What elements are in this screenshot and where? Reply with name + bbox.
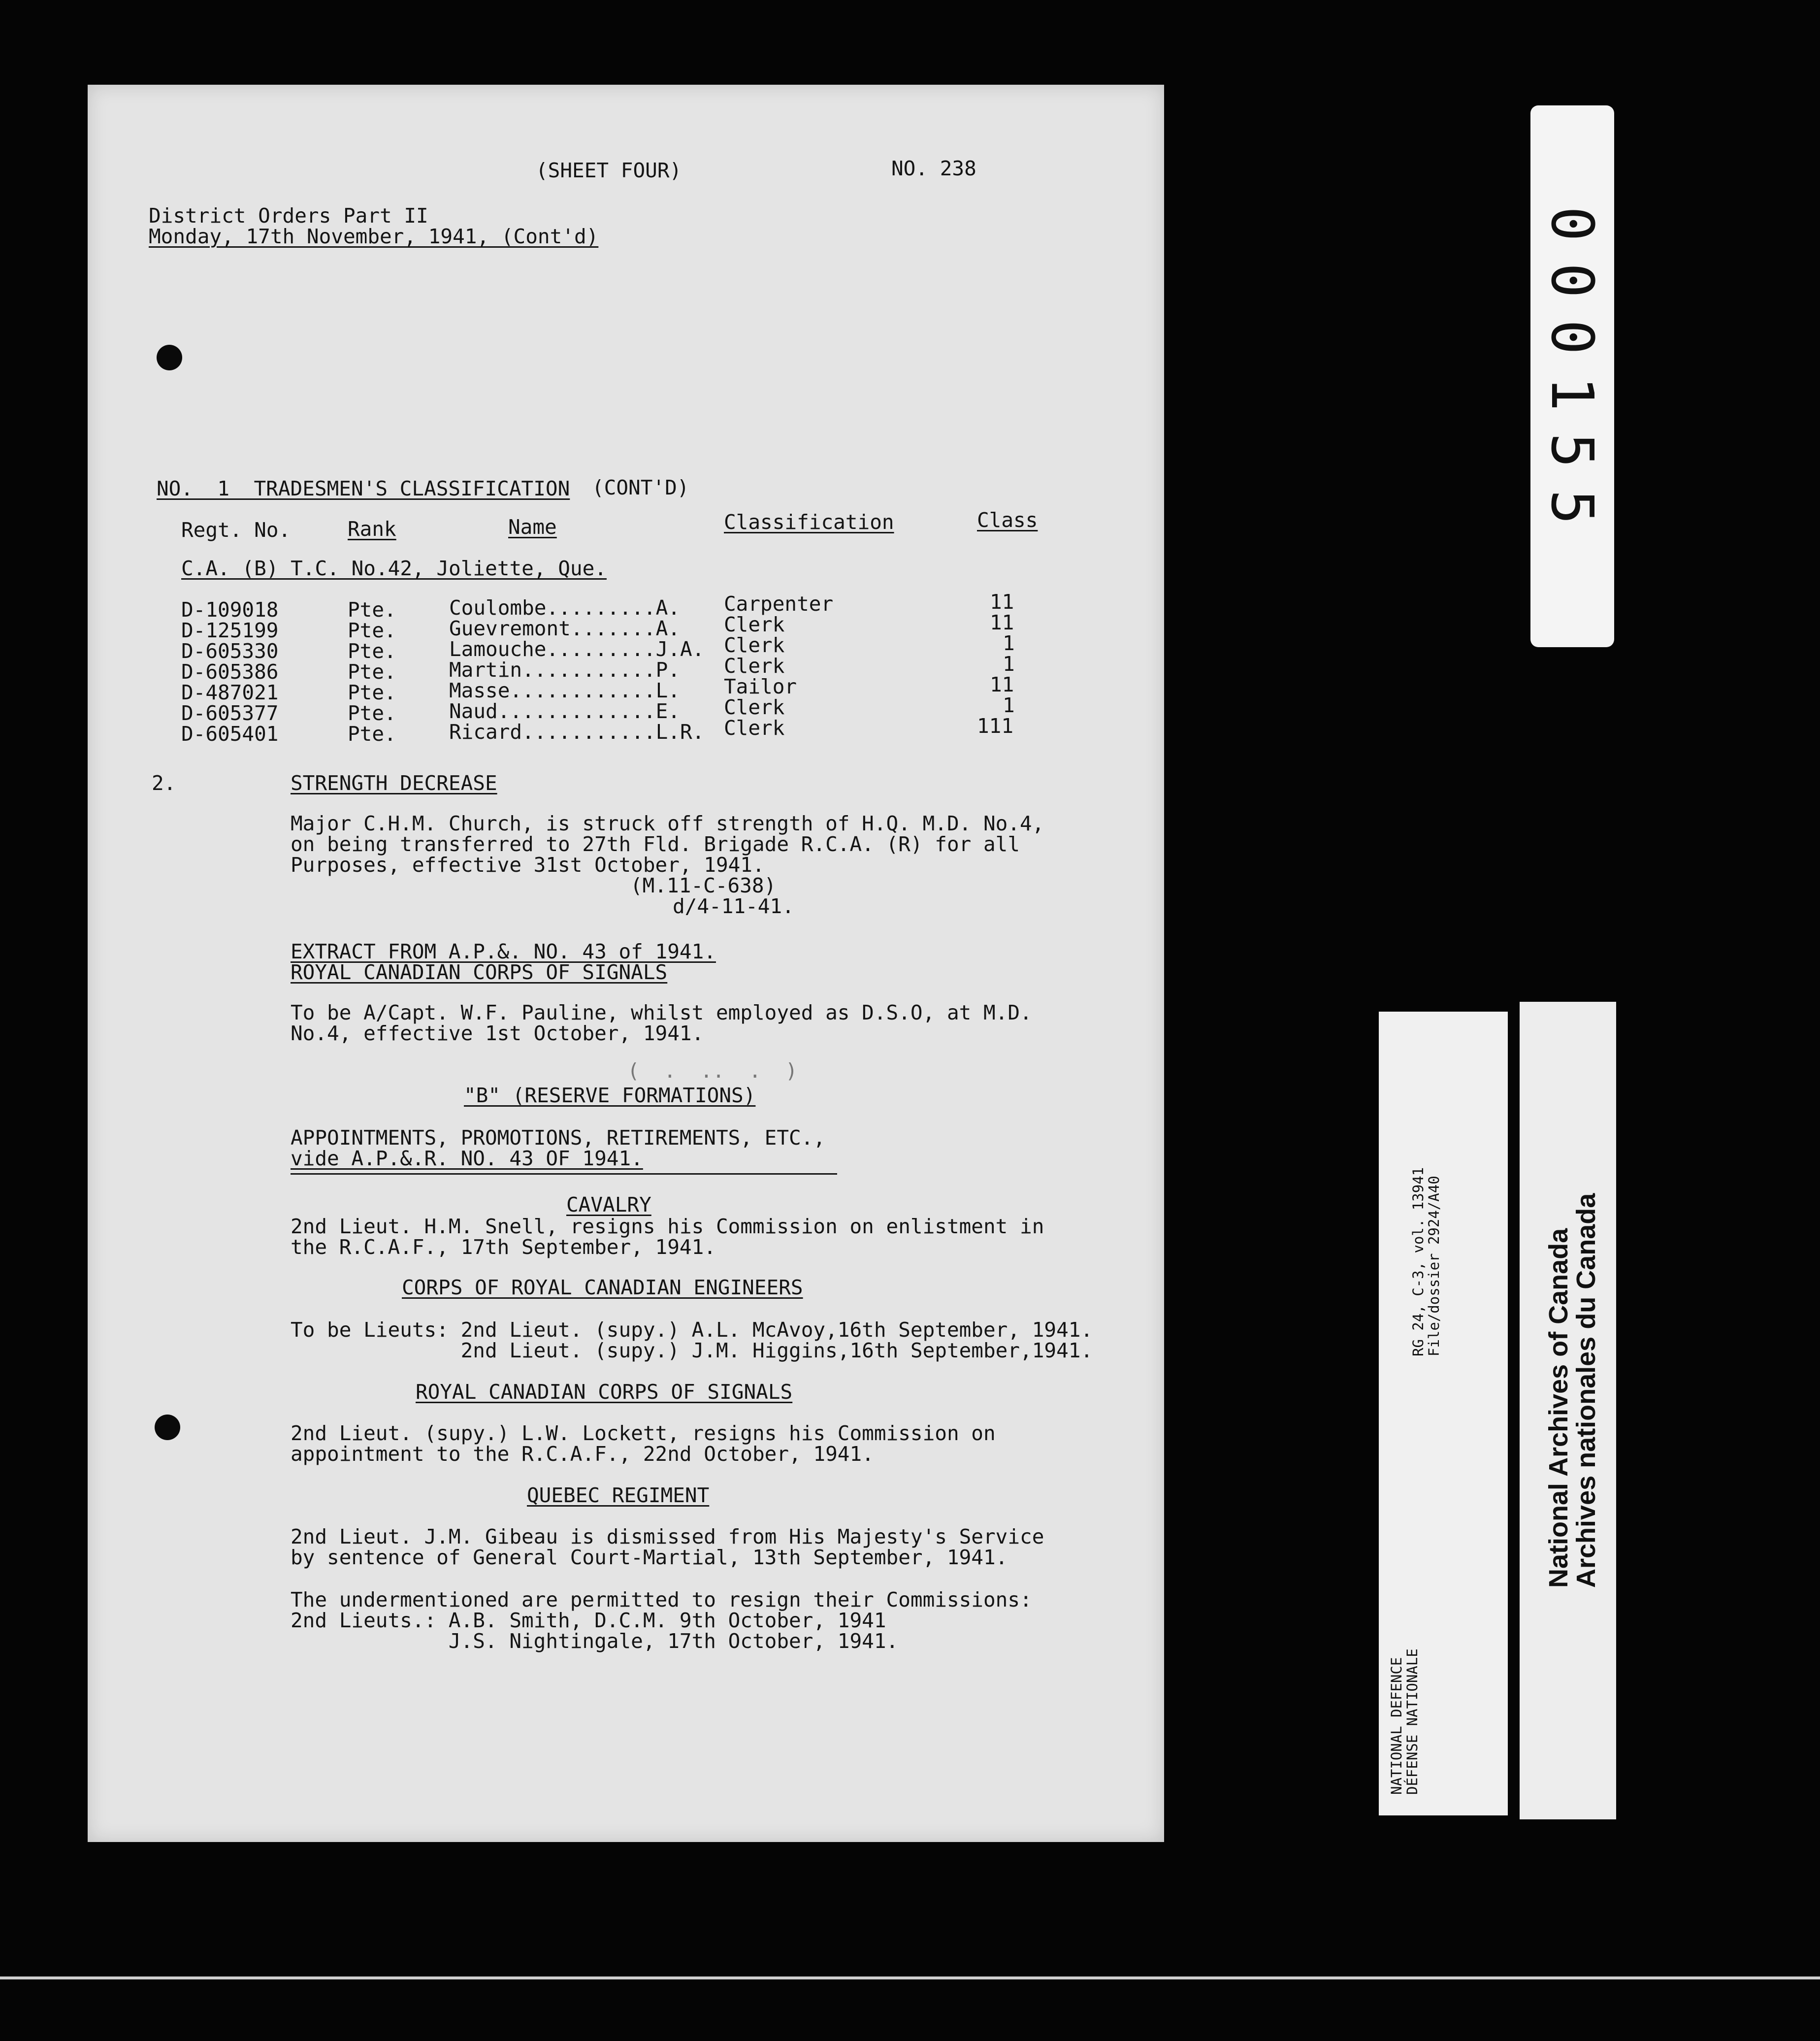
signals-line-2: appointment to the R.C.A.F., 22nd October, 1941. [291, 1442, 874, 1466]
order-title: District Orders Part II [149, 204, 428, 228]
quebec-line-4: 2nd Lieuts.: A.B. Smith, D.C.M. 9th October, 1941 [291, 1609, 886, 1632]
strength-ref-2: d/4-11-41. [673, 894, 794, 918]
dept-line-1: NATIONAL DEFENCE [1388, 1657, 1405, 1795]
frame-divider [0, 1976, 1820, 1979]
archive-ref-line-2: File/dossier 2924/A40 [1426, 1176, 1442, 1356]
dept-line-2: DÉFENSE NATIONALE [1404, 1648, 1421, 1795]
archive-ref-line-1: RG 24, C-3, vol. 13941 [1410, 1167, 1427, 1356]
signals-line-1: 2nd Lieut. (supy.) L.W. Lockett, resigns his Commission on [291, 1421, 996, 1445]
reserve-line-1: APPOINTMENTS, PROMOTIONS, RETIREMENTS, ETC., [291, 1126, 826, 1150]
cavalry-line-2: the R.C.A.F., 17th September, 1941. [291, 1235, 716, 1259]
sheet-label: (SHEET FOUR) [536, 159, 682, 182]
reserve-rule [291, 1173, 837, 1175]
reserve-heading: "B" (RESERVE FORMATIONS) [464, 1084, 756, 1107]
cavalry-line-1: 2nd Lieut. H.M. Snell, resigns his Commission on enlistment in [291, 1215, 1044, 1238]
col-name: Name [508, 515, 557, 539]
strength-ref-1: (M.11-C-638) [630, 874, 777, 897]
quebec-line-3: The undermentioned are permitted to resign their Commissions: [291, 1588, 1032, 1612]
tradesmen-heading: NO. 1 TRADESMEN'S CLASSIFICATION [157, 477, 570, 500]
archive-reference-label [1379, 1012, 1508, 1815]
order-date: Monday, 17th November, 1941, (Cont'd) [149, 225, 599, 248]
engineers-line-2: 2nd Lieut. (supy.) J.M. Higgins,16th September,1941. [291, 1339, 1093, 1362]
archives-name-en: National Archives of Canada [1544, 1228, 1573, 1588]
extract-subheading: ROYAL CANADIAN CORPS OF SIGNALS [291, 960, 668, 984]
reserve-line-2: vide A.P.&.R. NO. 43 OF 1941. [291, 1147, 643, 1170]
tradesmen-heading-suffix: (CONT'D) [592, 476, 689, 499]
strength-line-3: Purposes, effective 31st October, 1941. [291, 853, 765, 877]
extract-line-2: No.4, effective 1st October, 1941. [291, 1021, 704, 1045]
extract-heading: EXTRACT FROM A.P.&. NO. 43 of 1941. [291, 940, 716, 963]
document-page: (SHEET FOUR) NO. 238 District Orders Part II Monday, 17th November, 1941, (Cont'd) NO. 1 TRADESMEN'S CLASSIFICATION (CONT'D) Regt. No. Rank Name Classification Class C.A. (B) T.C. No.42, Joliette, Que. D-109018 Pte. Coulombe.........A. Carpenter 11 D-125199 Pte. Guevremont.......A. Clerk 11 D-605330 Pte. Lamouche.........J.A. Clerk 1 D-605386 Pte. Martin...........P. Clerk 1 D-487021 Pte. Masse............L. Tailor 11 D-605377 Pte. Naud.............E. Clerk 1 D-605401 Pte. Ricard...........L.R. Clerk 111 2. STRENGTH DECREASE Major C.H.M. Church, is struck off strength of H.Q. M.D. No.4, on being transferred to 27th Fld. Brigade R.C.A. (R) for all Purposes, effective 31st October, 1941. (M.11-C-638) d/4-11-41. EXTRACT FROM A.P.&. NO. 43 of 1941. ROYAL CANADIAN CORPS OF SIGNALS To be A/Capt. W.F. Pauline, whilst employed as D.S.O, at M.D. No.4, effective 1st October, 1941. ( . .. . ) "B" (RESERVE FORMATIONS) APPOINTMENTS, PROMOTIONS, RETIREMENTS, ETC., vide A.P.&.R. NO. 43 OF 1941. CAVALRY 2nd Lieut. H.M. Snell, resigns his Commission on enlistment in the R.C.A.F., 17th September, 1941. CORPS OF ROYAL CANADIAN ENGINEERS To be Lieuts: 2nd Lieut. (supy.) A.L. McAvoy,16th September, 1941. 2nd Lieut. (supy.) J.M. Higgins,16th September,1941. ROYAL CANADIAN CORPS OF SIGNALS 2nd Lieut. (supy.) L.W. Lockett, resigns his Commission on appointment to the R.C.A.F., 22nd October, 1941. QUEBEC REGIMENT 2nd Lieut. J.M. Gibeau is dismissed from His Majesty's Service by sentence of General Court-Martial, 13th September, 1941. The undermentioned are permitted to resign their Commissions: 2nd Lieuts.: A.B. Smith, D.C.M. 9th October, 1941 J.S. Nightingale, 17th October, 1941. [88, 85, 1164, 1842]
quebec-line-1: 2nd Lieut. J.M. Gibeau is dismissed from His Majesty's Service [291, 1525, 1044, 1548]
strength-heading: STRENGTH DECREASE [291, 771, 497, 795]
film-frame-counter [1530, 105, 1614, 647]
cavalry-heading: CAVALRY [566, 1193, 651, 1217]
national-archives-label [1520, 1002, 1616, 1819]
col-regt: Regt. No. [181, 518, 291, 542]
col-class: Class [977, 508, 1038, 532]
punch-hole-top [157, 345, 182, 370]
engineers-line-1: To be Lieuts: 2nd Lieut. (supy.) A.L. McAvoy,16th September, 1941. [291, 1318, 1093, 1342]
unit-name: C.A. (B) T.C. No.42, Joliette, Que. [181, 557, 607, 580]
quebec-line-5: J.S. Nightingale, 17th October, 1941. [291, 1629, 899, 1653]
strength-line-2: on being transferred to 27th Fld. Brigade R.C.A. (R) for all [291, 832, 1020, 856]
extract-faint-text: ( . .. . ) [627, 1059, 798, 1083]
strength-line-1: Major C.H.M. Church, is struck off strength of H.Q. M.D. No.4, [291, 812, 1044, 835]
quebec-heading: QUEBEC REGIMENT [527, 1483, 710, 1507]
col-classification: Classification [724, 510, 894, 534]
signals-heading: ROYAL CANADIAN CORPS OF SIGNALS [416, 1380, 793, 1404]
punch-hole-bottom [155, 1415, 180, 1440]
engineers-heading: CORPS OF ROYAL CANADIAN ENGINEERS [402, 1276, 803, 1299]
col-rank: Rank [348, 517, 396, 541]
item-number-2: 2. [152, 771, 176, 795]
archives-name-fr: Archives nationales du Canada [1571, 1193, 1601, 1588]
quebec-line-2: by sentence of General Court-Martial, 13th September, 1941. [291, 1546, 1008, 1569]
order-number: NO. 238 [891, 157, 976, 180]
extract-line-1: To be A/Capt. W.F. Pauline, whilst employed as D.S.O, at M.D. [291, 1001, 1032, 1024]
film-frame-number: 000155 [1538, 206, 1607, 547]
